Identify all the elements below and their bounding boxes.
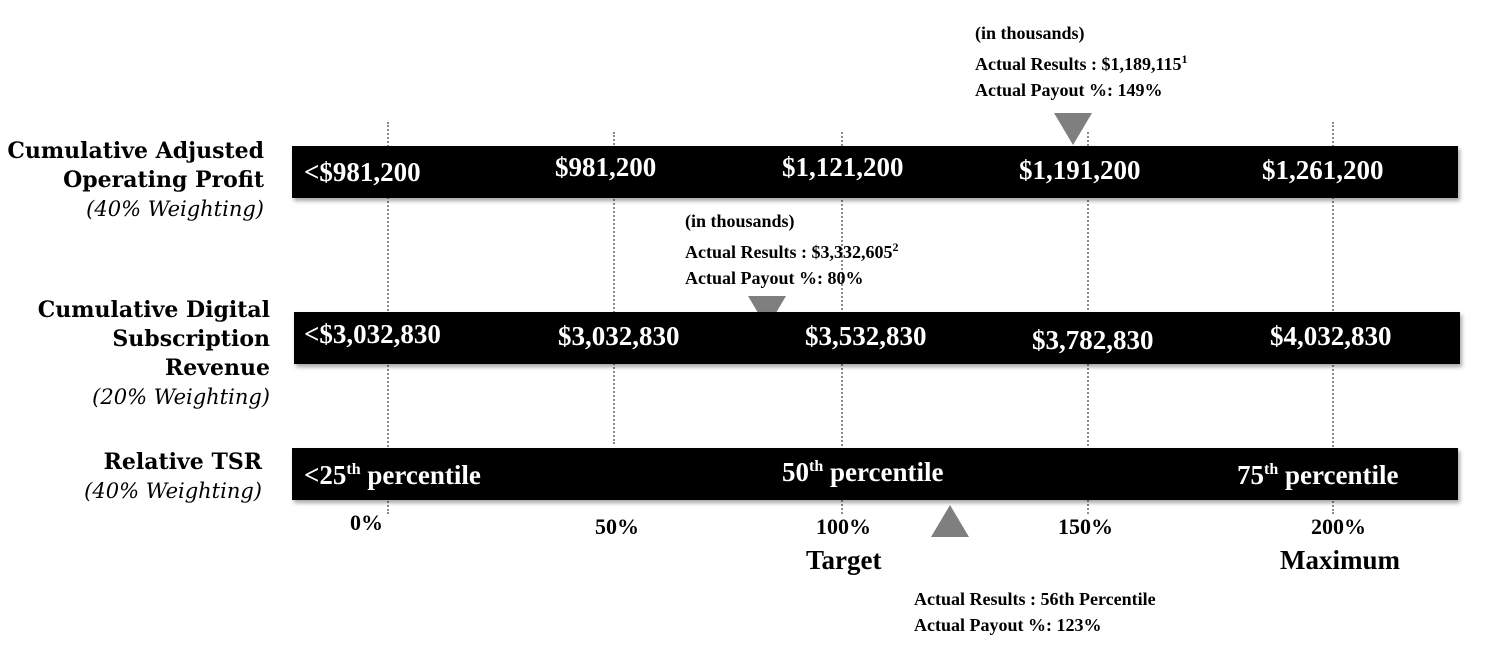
bar-value: <$3,032,830 bbox=[304, 319, 441, 349]
callout-units: (in thousands) bbox=[685, 211, 795, 231]
row-label-digital-subscription-revenue bbox=[0, 296, 270, 412]
bar-value: $1,121,200 bbox=[782, 152, 904, 182]
bar-value: $4,032,830 bbox=[1270, 321, 1392, 351]
row-label-relative-tsr bbox=[84, 448, 262, 506]
axis-tick-200pct: 200% bbox=[1311, 514, 1366, 539]
callout-actual-payout: Actual Payout %: 80% bbox=[685, 268, 864, 288]
footnote-marker: 1 bbox=[1181, 52, 1188, 66]
bar-digital-subscription-revenue bbox=[294, 312, 1460, 364]
bar-value: $3,532,830 bbox=[805, 321, 927, 351]
axis-target-label: Target bbox=[806, 545, 882, 575]
row-label-line1: Cumulative Adjusted bbox=[7, 138, 264, 164]
callout-units: (in thousands) bbox=[975, 23, 1085, 43]
axis-maximum-label: Maximum bbox=[1280, 545, 1400, 575]
callout-actual-payout: Actual Payout %: 149% bbox=[975, 80, 1163, 100]
callout-actual-results: Actual Results : $3,332,605$^2$ bbox=[685, 240, 899, 262]
bar-value: $3,782,830 bbox=[1032, 325, 1154, 355]
row-label-line2: Subscription Revenue bbox=[112, 326, 270, 381]
callout-digital-subscription-revenue bbox=[685, 208, 899, 291]
footnote-marker: 2 bbox=[892, 240, 899, 254]
callout-actual-payout: Actual Payout %: 123% bbox=[914, 615, 1102, 635]
bar-value: $981,200 bbox=[555, 152, 657, 182]
row-label-line1: Relative TSR bbox=[103, 449, 262, 475]
bar-value-50th-percentile: 50th percentile bbox=[782, 457, 944, 487]
callout-adjusted-operating-profit bbox=[975, 20, 1188, 103]
row-weighting: (20% Weighting) bbox=[92, 385, 270, 409]
callout-actual-results: Actual Results : 56th Percentile bbox=[914, 589, 1156, 609]
axis-tick-100pct: 100% bbox=[816, 514, 871, 539]
bar-adjusted-operating-profit bbox=[292, 146, 1458, 198]
bar-value-75th-percentile: 75th percentile bbox=[1237, 460, 1399, 490]
bar-value-25th-percentile: <25th percentile bbox=[304, 460, 481, 490]
row-weighting: (40% Weighting) bbox=[84, 479, 262, 503]
bar-value: $1,191,200 bbox=[1019, 155, 1141, 185]
row-label-line1: Cumulative Digital bbox=[37, 297, 270, 323]
axis-tick-150pct: 150% bbox=[1058, 514, 1113, 539]
row-label-line2: Operating Profit bbox=[63, 167, 264, 193]
axis-tick-50pct: 50% bbox=[595, 514, 639, 539]
callout-relative-tsr bbox=[914, 586, 1156, 638]
bar-value: $1,261,200 bbox=[1262, 155, 1384, 185]
axis-tick-0pct: 0% bbox=[350, 510, 383, 535]
bar-value: <$981,200 bbox=[304, 157, 421, 187]
row-label-adjusted-operating-profit bbox=[7, 137, 264, 224]
row-weighting: (40% Weighting) bbox=[86, 197, 264, 221]
bar-value: $3,032,830 bbox=[558, 321, 680, 351]
actual-result-marker-down-icon bbox=[1054, 113, 1092, 145]
actual-result-marker-up-icon bbox=[931, 505, 969, 537]
callout-actual-results: Actual Results : $1,189,115$^1$ bbox=[975, 52, 1188, 74]
bar-relative-tsr bbox=[292, 448, 1458, 500]
